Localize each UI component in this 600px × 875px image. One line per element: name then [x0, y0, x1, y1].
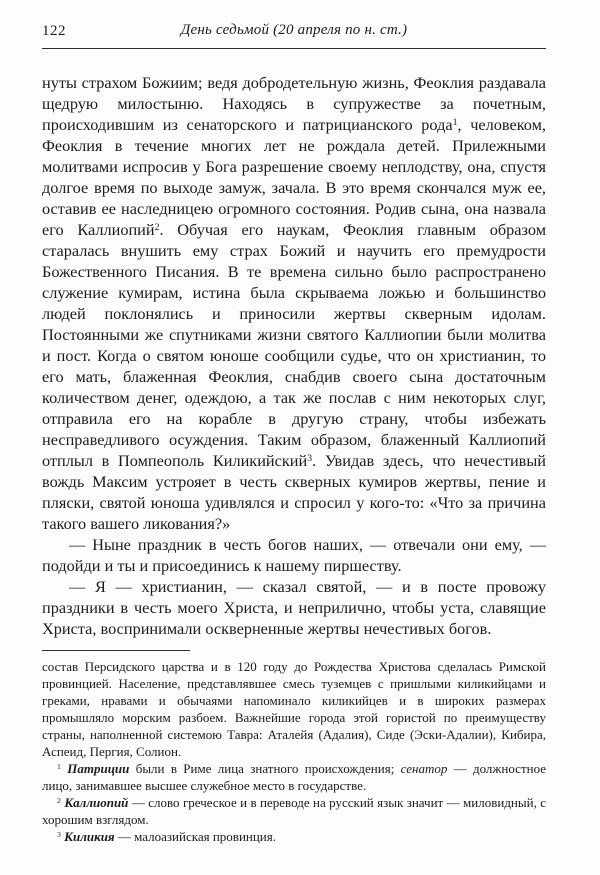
body-paragraph: нуты страхом Божиим; ведя добродетельную жизнь, Феоклия раздавала щедрую милостыню. Находясь в супружестве за почетным, происходившим из сенаторского и патрицианского рода$^1$, человеком, Феоклия в течение многих лет не рождала детей. Прилежными молитвами испросив у Бога разрешение своему неплодству, она, спустя долгое время по выходе замуж, зачала. В это время скончался муж ее, оставив ее наследницею огромного состояния. Родив сына, она назвала его Каллиопий$^2$. Обучая его наукам, Феоклия главным образом старалась внушить ему страх Божий и научить его премудрости Божественного Писания. В те времена сильно было распространено служение кумирам, истина была скрываема ложью и большинство людей поклонялись и приносили жертвы скверным идолам. Постоянными же спутниками жизни святого Каллиопии были молитва и пост. Когда о святом юноше сообщили судье, что он христианин, то его мать, блаженная Феоклия, снабдив своего сына достаточным количеством денег, одеждою, а так же послав с ним некоторых слуг, отправила его на корабле в другую страну, чтобы избежать несправедливого осуждения. Таким образом, блаженный Каллиопий отплыл в Помпеополь Киликийский$^3$. Увидав здесь, что нечестивый вождь Максим устрояет в честь скверных кумиров жертвы, пение и пляски, святой юноша удивлялся и спросил у кого-то: «Что за причина такого вашего ликования?» — [42, 73, 547, 533]
body-text — [42, 72, 546, 639]
footnote-item: $^1$ Патриции были в Риме лица знатного происхождения; сенатор — должностное лицо, занимавшее высшее служебное место в государстве. — [42, 761, 547, 793]
footnotes-section — [42, 658, 546, 845]
body-paragraph: — Ныне праздник в честь богов наших, — отвечали они ему, — подойди и ты и присоединись к нашему пиршеству. — [42, 535, 546, 575]
header-rule — [42, 48, 546, 49]
page-header — [42, 22, 546, 42]
footnote-separator-rule — [42, 650, 190, 651]
running-title: День седьмой (20 апреля по н. ст.) — [180, 22, 408, 38]
page-number: 122 — [42, 23, 66, 39]
footnote-continuation: состав Персидского царства и в 120 году до Рождества Христова сделалась Римской провинцией. Население, представлявшее смесь туземцев с пришлыми киликийцами и греками, нравами и обычаями напоминало киликийцев и в широких размерах промышляло морским разбоем. Важнейшие города этой гористой по преимуществу страны, наполненной системою Тавра: Аталейя (Адалия), Сиде (Эски-Адалии), Кибира, Аспеид, Пергия, Солион. — [42, 659, 546, 759]
footnote-item: $^3$ Киликия — малоазийская провинция. — [57, 829, 276, 844]
body-paragraph: — Я — христианин, — сказал святой, — и в посте провожу праздники в честь моего Христа, и неприлично, чтобы уста, славящие Христа, воспринимали оскверненные жертвы нечестивых богов. — [42, 577, 546, 638]
footnote-item: $^2$ Каллиопий — слово греческое и в переводе на русский язык значит — миловидный, с хорошим взглядом. — [42, 795, 547, 827]
